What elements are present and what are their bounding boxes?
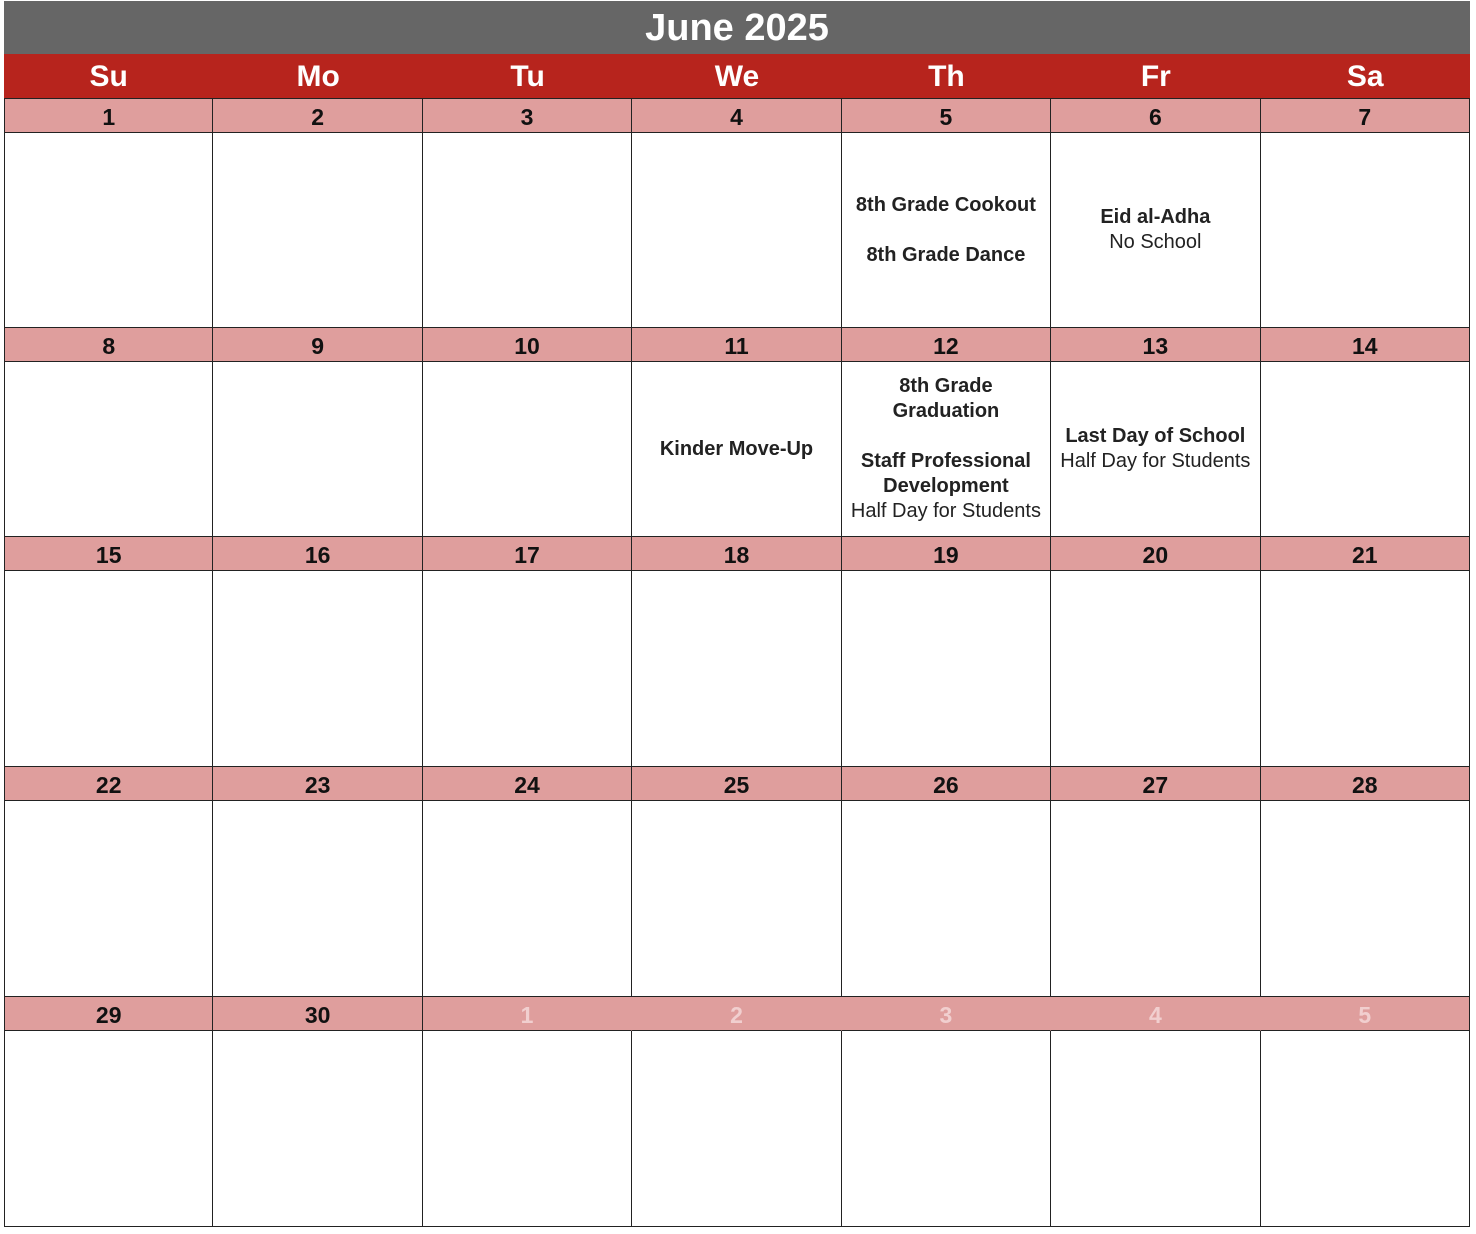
date-number: 6 xyxy=(1051,99,1260,133)
day-cell[interactable] xyxy=(1051,1031,1260,1227)
day-cell[interactable] xyxy=(842,571,1051,767)
dow-sunday: Su xyxy=(89,60,128,93)
event-note: Half Day for Students xyxy=(850,500,1041,522)
week-row-4 xyxy=(4,767,1470,997)
date-number: 11 xyxy=(632,328,841,362)
day-cell[interactable] xyxy=(632,1031,841,1227)
event-title: 8th Grade Cookout xyxy=(855,193,1036,216)
day-cell[interactable] xyxy=(423,571,632,767)
day-cell[interactable] xyxy=(1051,571,1260,767)
date-number: 8 xyxy=(4,328,213,362)
day-cell[interactable] xyxy=(4,133,213,328)
calendar xyxy=(4,1,1470,1227)
date-number: 25 xyxy=(632,767,841,801)
day-cell[interactable] xyxy=(213,801,422,997)
date-number: 2 xyxy=(213,99,422,133)
dow-wednesday: We xyxy=(714,60,760,93)
day-cell[interactable] xyxy=(4,362,213,537)
date-number: 10 xyxy=(423,328,632,362)
date-number: 22 xyxy=(4,767,213,801)
day-cell[interactable] xyxy=(842,1031,1051,1227)
date-number: 21 xyxy=(1261,537,1470,571)
day-cell[interactable] xyxy=(423,1031,632,1227)
event-note: No School xyxy=(1109,231,1202,253)
date-number-next-month: 2 xyxy=(632,997,841,1031)
day-cell[interactable] xyxy=(632,801,841,997)
day-cell[interactable] xyxy=(632,571,841,767)
dow-monday: Mo xyxy=(296,60,340,93)
day-cell[interactable] xyxy=(1261,133,1470,328)
date-number: 4 xyxy=(632,99,841,133)
day-cell-jun-13[interactable] xyxy=(1051,362,1260,537)
date-number: 29 xyxy=(4,997,213,1031)
day-cell[interactable] xyxy=(4,1031,213,1227)
date-number: 20 xyxy=(1051,537,1260,571)
date-number-next-month: 3 xyxy=(842,997,1051,1031)
event-note: Half Day for Students xyxy=(1060,450,1251,472)
date-number: 9 xyxy=(213,328,422,362)
day-cell[interactable] xyxy=(632,133,841,328)
day-cell[interactable] xyxy=(423,133,632,328)
day-cell[interactable] xyxy=(213,362,422,537)
date-number-next-month: 4 xyxy=(1051,997,1260,1031)
event-title: 8th Grade Dance xyxy=(866,243,1026,266)
event-title: Graduation xyxy=(892,400,1000,422)
event-title: Last Day of School xyxy=(1065,425,1246,447)
day-cell-jun-12[interactable] xyxy=(842,362,1051,537)
day-cell[interactable] xyxy=(842,801,1051,997)
date-number-next-month: 5 xyxy=(1261,997,1470,1031)
week-row-2 xyxy=(4,328,1470,537)
day-cell[interactable] xyxy=(1261,801,1470,997)
date-number: 26 xyxy=(842,767,1051,801)
event-title: Eid al-Adha xyxy=(1100,206,1211,228)
event-title: Kinder Move-Up xyxy=(659,437,814,460)
date-number: 13 xyxy=(1051,328,1260,362)
day-cell[interactable] xyxy=(1261,1031,1470,1227)
dow-tuesday: Tu xyxy=(510,60,545,93)
date-number: 27 xyxy=(1051,767,1260,801)
date-number: 28 xyxy=(1261,767,1470,801)
date-number: 17 xyxy=(423,537,632,571)
day-cell-jun-5[interactable] xyxy=(842,133,1051,328)
date-number: 16 xyxy=(213,537,422,571)
dow-thursday: Th xyxy=(928,60,965,93)
event-title: 8th Grade xyxy=(899,375,993,397)
day-cell[interactable] xyxy=(213,1031,422,1227)
day-cell[interactable] xyxy=(213,571,422,767)
day-cell[interactable] xyxy=(4,801,213,997)
date-number: 1 xyxy=(4,99,213,133)
date-number: 12 xyxy=(842,328,1051,362)
date-number: 3 xyxy=(423,99,632,133)
day-cell[interactable] xyxy=(1261,362,1470,537)
week-row-3 xyxy=(4,537,1470,767)
date-number: 18 xyxy=(632,537,841,571)
calendar-title: June 2025 xyxy=(4,1,1470,54)
date-number: 15 xyxy=(4,537,213,571)
event-title: Development xyxy=(883,475,1009,497)
day-cell[interactable] xyxy=(4,571,213,767)
date-number: 30 xyxy=(213,997,422,1031)
dow-friday: Fr xyxy=(1140,60,1171,93)
date-number: 24 xyxy=(423,767,632,801)
day-cell[interactable] xyxy=(1261,571,1470,767)
day-cell-jun-6[interactable] xyxy=(1051,133,1260,328)
week-row-5 xyxy=(4,997,1470,1227)
day-cell[interactable] xyxy=(423,801,632,997)
date-number: 23 xyxy=(213,767,422,801)
dow-saturday: Sa xyxy=(1346,60,1384,93)
week-row-1 xyxy=(4,99,1470,328)
date-number: 7 xyxy=(1261,99,1470,133)
date-number: 19 xyxy=(842,537,1051,571)
day-of-week-header xyxy=(4,54,1470,99)
day-cell[interactable] xyxy=(213,133,422,328)
event-title: Staff Professional xyxy=(860,450,1031,472)
day-cell[interactable] xyxy=(1051,801,1260,997)
date-number-next-month: 1 xyxy=(423,997,632,1031)
day-cell[interactable] xyxy=(423,362,632,537)
date-number: 5 xyxy=(842,99,1051,133)
date-number: 14 xyxy=(1261,328,1470,362)
day-cell-jun-11[interactable] xyxy=(632,362,841,537)
